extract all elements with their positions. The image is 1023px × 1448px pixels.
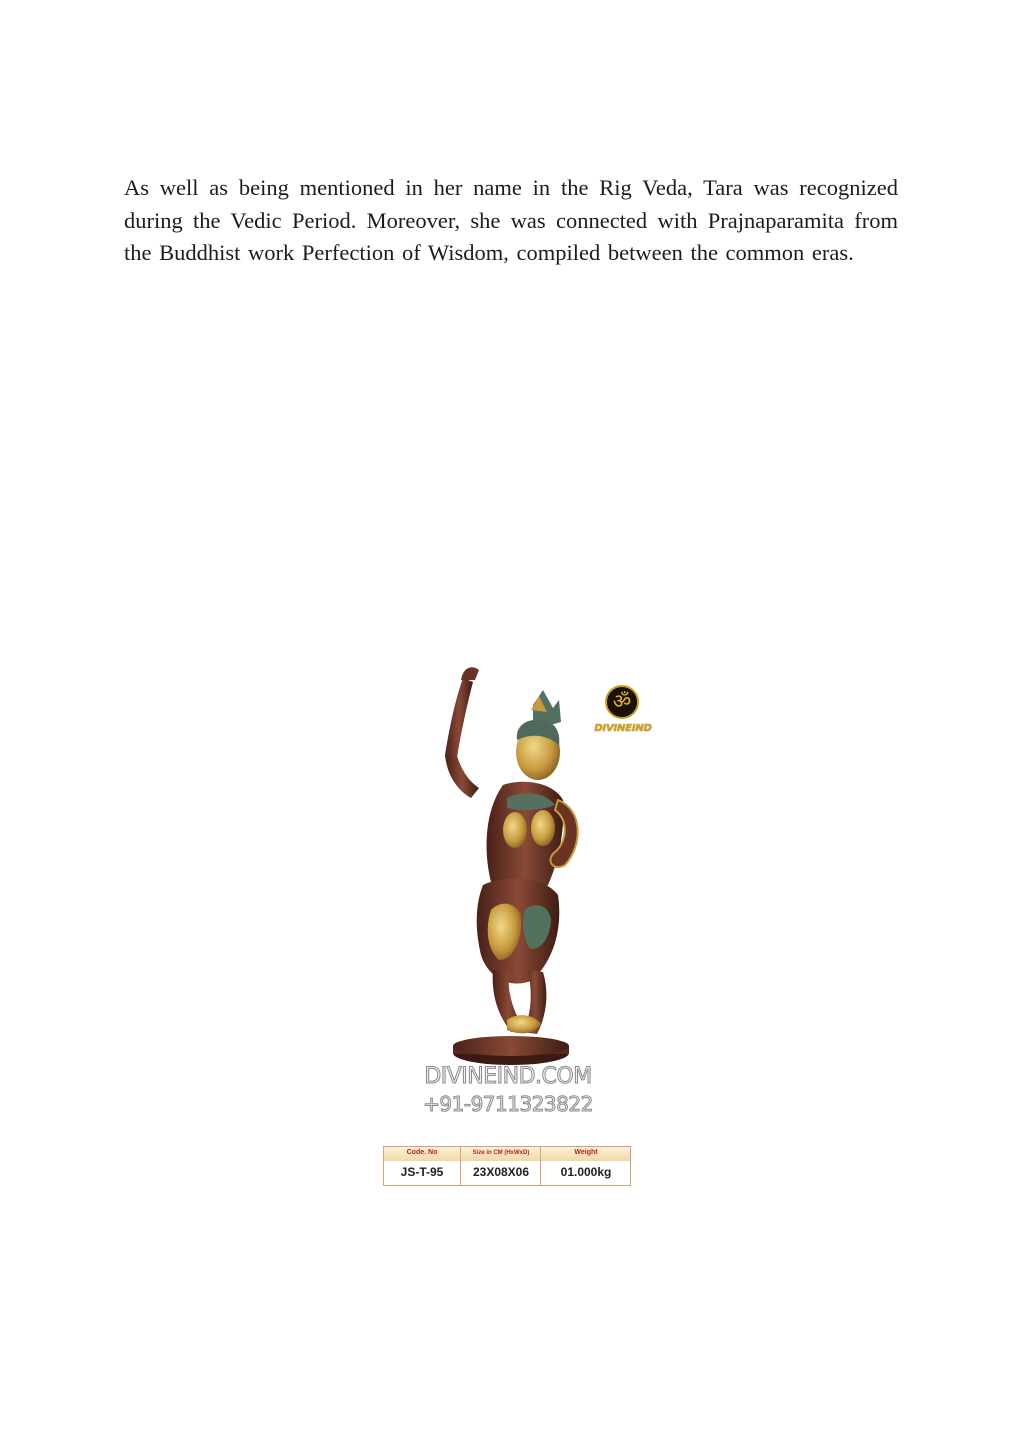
- logo-brand-text: DIVINEIND: [594, 723, 652, 734]
- body-paragraph: As well as being mentioned in her name in the Rig Veda, Tara was recognized during the Vedic Period. Moreover, she was connected with Prajnaparamita from the Buddhist work Perfection of Wisdom, compiled between the common eras.: [124, 175, 898, 266]
- spec-table: [383, 1146, 631, 1186]
- spec-header-weight: Weight: [574, 1149, 598, 1156]
- spec-header-code: Code. No: [406, 1149, 438, 1156]
- divineind-logo: [589, 685, 653, 741]
- watermark-phone: +91-9711323822: [423, 1092, 593, 1116]
- watermark-site: DIVINEIND.COM: [424, 1064, 592, 1089]
- spec-header-size: Size in CM (HxWxD): [472, 1150, 530, 1156]
- spec-value-size: 23X08X06: [472, 1165, 530, 1179]
- spec-value-weight: 01.000kg: [560, 1165, 612, 1179]
- product-image: [383, 660, 652, 1188]
- spec-value-code: JS-T-95: [400, 1165, 444, 1179]
- om-icon: ॐ: [612, 689, 632, 713]
